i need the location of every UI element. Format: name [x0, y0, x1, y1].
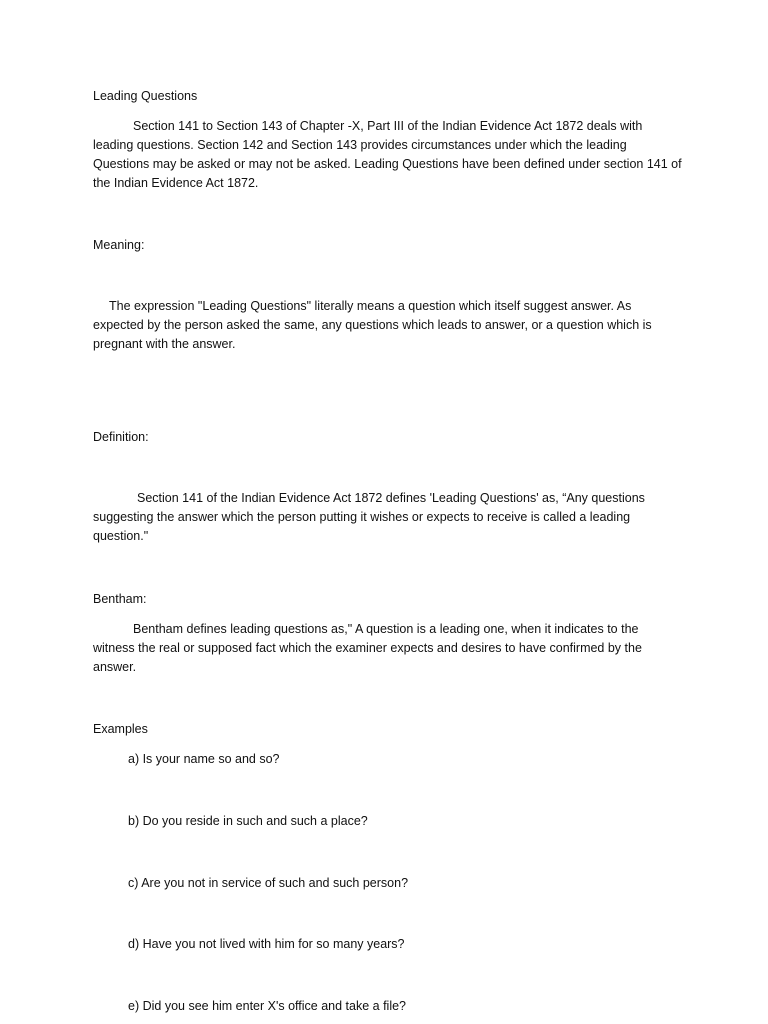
definition-paragraph: Section 141 of the Indian Evidence Act 1872 defines 'Leading Questions' as, “Any questions suggesting the answer which the person putting it wishes or expects to receive is called a leading question."	[93, 491, 645, 543]
examples-heading: Examples	[93, 722, 148, 736]
example-item-d: d) Have you not lived with him for so many years?	[128, 937, 405, 951]
example-item-e: e) Did you see him enter X's office and take a file?	[128, 999, 407, 1013]
bentham-heading: Bentham:	[93, 592, 147, 606]
definition-heading: Definition:	[93, 430, 149, 444]
document-title: Leading Questions	[93, 89, 198, 103]
bentham-paragraph: Bentham defines leading questions as," A question is a leading one, when it indicates to the witness the real or supposed fact which the examiner expects and desires to have confirmed by the answer.	[93, 622, 642, 674]
meaning-paragraph: The expression "Leading Questions" literally means a question which itself suggest answer. As expected by the person asked the same, any questions which leads to answer, or a question which is pregnant with the answer.	[93, 299, 652, 351]
example-item-c: c) Are you not in service of such and such person?	[128, 876, 409, 890]
meaning-heading: Meaning:	[93, 238, 145, 252]
example-item-b: b) Do you reside in such and such a place?	[128, 814, 368, 828]
intro-paragraph: Section 141 to Section 143 of Chapter -X, Part III of the Indian Evidence Act 1872 deals with leading questions. Section 142 and Section 143 provides circumstances under which the leading Questions may be asked or may not be asked. Leading Questions have been defined under section 141 of the Indian Evidence Act 1872.	[93, 119, 682, 190]
example-item-a: a) Is your name so and so?	[128, 752, 280, 766]
